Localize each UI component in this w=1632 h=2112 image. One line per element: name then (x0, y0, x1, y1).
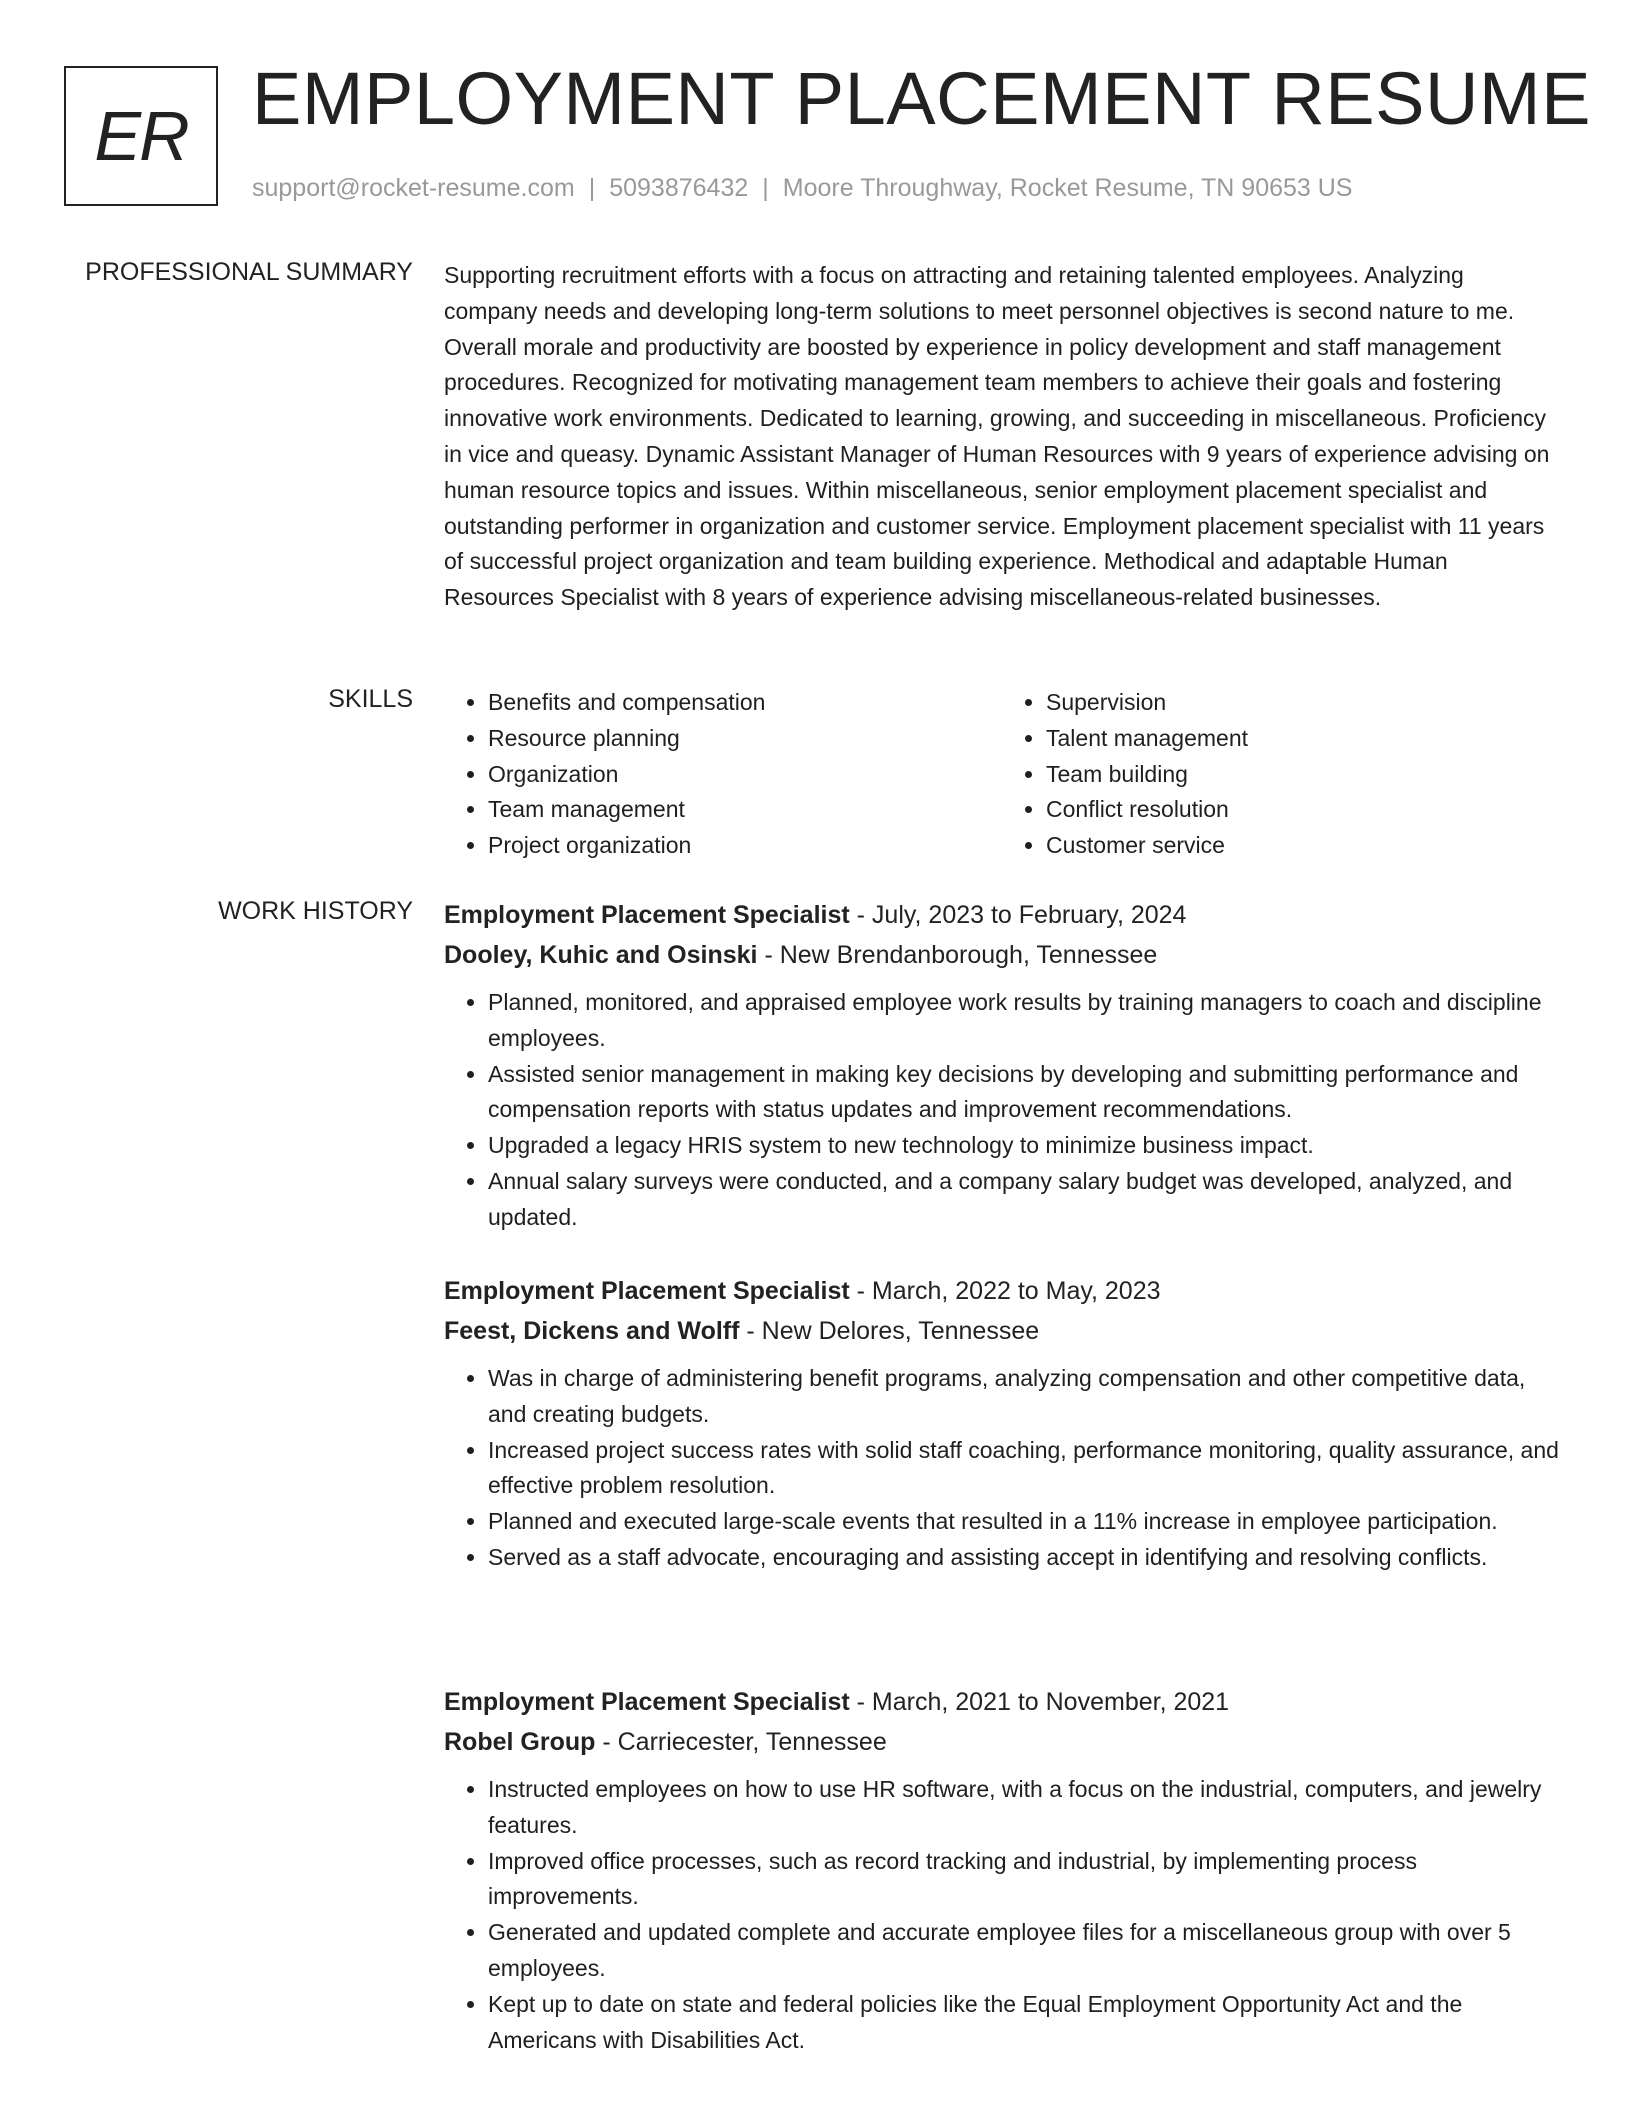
job-title: Employment Placement Specialist (444, 901, 850, 929)
job-bullet: • Planned, monitored, and appraised employee work results by training managers to coach and discipline employees. (488, 985, 1560, 1057)
job-dates: - March, 2022 to May, 2023 (849, 1277, 1161, 1305)
job-bullet: • Assisted senior management in making key decisions by developing and submitting performance and compensation reports with status updates and improvement recommendations. (488, 1057, 1560, 1129)
skill-item: • Team building (1046, 757, 1560, 793)
job-bullet-list (444, 1772, 1560, 2058)
skills-list-right (1002, 685, 1560, 864)
skill-item: • Talent management (1046, 721, 1560, 757)
job-company-line (444, 1311, 1560, 1351)
job-bullet: • Increased project success rates with solid staff coaching, performance monitoring, quality assurance, and effective problem resolution. (488, 1433, 1560, 1505)
skill-item: • Conflict resolution (1046, 792, 1560, 828)
job-bullet-list (444, 1361, 1560, 1576)
skill-item: • Project organization (488, 828, 1002, 864)
job-bullet: • Served as a staff advocate, encouraging and assisting accept in identifying and resolving conflicts. (488, 1540, 1560, 1576)
summary-section (444, 258, 1560, 616)
skill-item: • Benefits and compensation (488, 685, 1002, 721)
job-location: - New Brendanborough, Tennessee (757, 941, 1158, 969)
job-company: Feest, Dickens and Wolff (444, 1317, 740, 1345)
monogram-logo: ER (64, 66, 218, 206)
job-company: Robel Group (444, 1728, 596, 1756)
job-title: Employment Placement Specialist (444, 1277, 850, 1305)
job-company-line (444, 935, 1560, 975)
skill-item: • Team management (488, 792, 1002, 828)
job-bullet: • Generated and updated complete and accurate employee files for a miscellaneous group with over 5 employees. (488, 1915, 1560, 1987)
skill-item: • Resource planning (488, 721, 1002, 757)
job-bullet: • Kept up to date on state and federal policies like the Equal Employment Opportunity Act and the Americans with Disabilities Act. (488, 1987, 1560, 2059)
job-bullet: • Annual salary surveys were conducted, and a company salary budget was developed, analyzed, and updated. (488, 1164, 1560, 1236)
job-company-line (444, 1722, 1560, 1762)
skills-list-left (444, 685, 1002, 864)
job-bullet-list (444, 985, 1560, 1236)
job-company: Dooley, Kuhic and Osinski (444, 941, 758, 969)
contact-address: Moore Throughway, Rocket Resume, TN 90653 US (782, 174, 1353, 202)
skills-section (444, 685, 1560, 864)
skill-item: • Organization (488, 757, 1002, 793)
skills-label: SKILLS (328, 685, 413, 713)
job-location: - Carriecester, Tennessee (595, 1728, 887, 1756)
job-bullet: • Instructed employees on how to use HR software, with a focus on the industrial, computers, and jewelry features. (488, 1772, 1560, 1844)
job-bullet: • Improved office processes, such as record tracking and industrial, by implementing process improvements. (488, 1844, 1560, 1916)
job-title-line (444, 895, 1560, 935)
summary-label: PROFESSIONAL SUMMARY (85, 258, 413, 286)
contact-email[interactable]: support@rocket-resume.com (252, 174, 575, 202)
job-bullet: • Upgraded a legacy HRIS system to new technology to minimize business impact. (488, 1128, 1560, 1164)
job-bullet: • Was in charge of administering benefit programs, analyzing compensation and other competitive data, and creating budgets. (488, 1361, 1560, 1433)
job-title-line (444, 1682, 1560, 1722)
job-dates: - July, 2023 to February, 2024 (849, 901, 1187, 929)
job-entry (444, 1271, 1560, 1576)
contact-line (252, 174, 1352, 203)
job-bullet: • Planned and executed large-scale events that resulted in a 11% increase in employee participation. (488, 1504, 1560, 1540)
skill-item: • Customer service (1046, 828, 1560, 864)
resume-title: EMPLOYMENT PLACEMENT RESUME (252, 57, 1591, 140)
work-history-label: WORK HISTORY (218, 897, 413, 925)
job-location: - New Delores, Tennessee (739, 1317, 1040, 1345)
job-title-line (444, 1271, 1560, 1311)
job-entry (444, 1682, 1560, 2058)
contact-separator: | (588, 174, 596, 202)
job-dates: - March, 2021 to November, 2021 (849, 1688, 1230, 1716)
skill-item: • Supervision (1046, 685, 1560, 721)
job-entry (444, 895, 1560, 1236)
summary-text: Supporting recruitment efforts with a focus on attracting and retaining talented employees. Analyzing company needs and developing long-term solutions to meet personnel objectives is second nature to me. Overall morale and productivity are boosted by experience in policy development and staff management procedures. Recognized for motivating management team members to achieve their goals and fostering innovative work environments. Dedicated to learning, growing, and succeeding in miscellaneous. Proficiency in vice and queasy. Dynamic Assistant Manager of Human Resources with 9 years of experience advising on human resource topics and issues. Within miscellaneous, senior employment placement specialist and outstanding performer in organization and customer service. Employment placement specialist with 11 years of successful project organization and team building experience. Methodical and adaptable Human Resources Specialist with 8 years of experience advising miscellaneous-related businesses. (444, 262, 1550, 611)
contact-separator: | (762, 174, 769, 202)
job-title: Employment Placement Specialist (444, 1688, 850, 1716)
contact-phone[interactable]: 5093876432 (609, 174, 749, 202)
